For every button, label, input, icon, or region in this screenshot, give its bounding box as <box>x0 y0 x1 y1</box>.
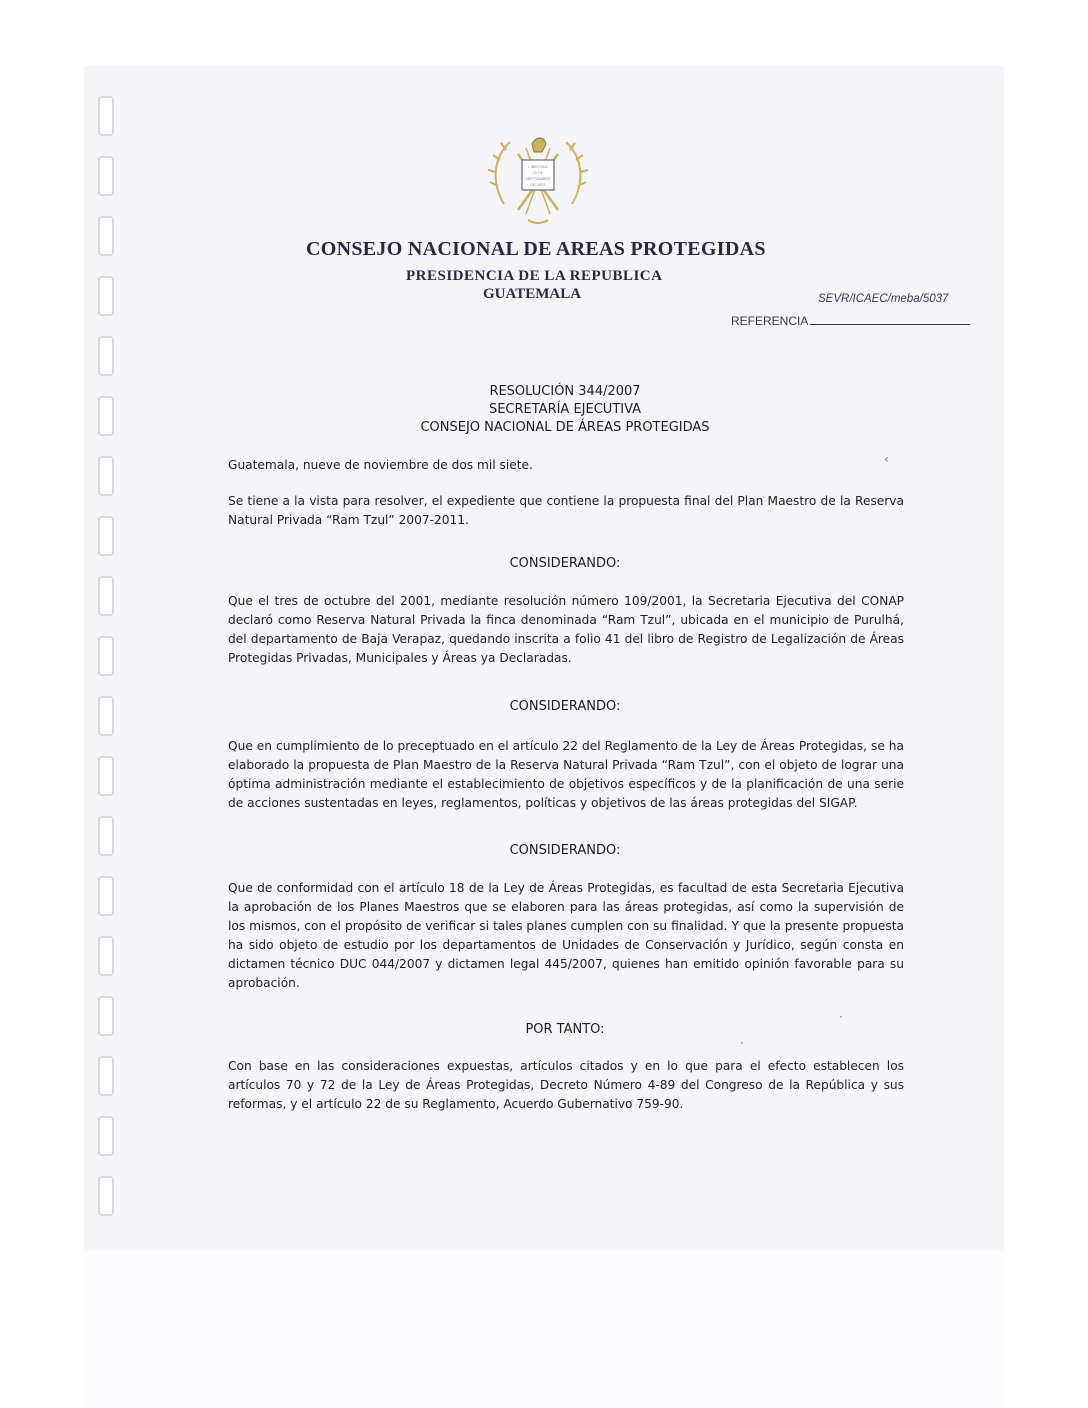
reference-blank-line <box>810 324 970 325</box>
section-paragraph: Que en cumplimiento de lo preceptuado en el artículo 22 del Reglamento de la Ley de Áreas Protegidas, se ha elaborado la propuesta de Plan Maestro de la Reserva Natural Privada “Ram Tzul”, con el objeto de lograr una óptima administración mediante el establecimiento de objetivos específicos y de la planificación de una serie de acciones sustentadas en leyes, reglamentos, políticas y objetivos de las áreas protegidas del SIGAP. <box>228 739 904 810</box>
binding-hole <box>98 636 114 676</box>
binding-hole <box>98 156 114 196</box>
binding-hole <box>98 756 114 796</box>
section-heading: POR TANTO: <box>525 1022 605 1037</box>
date-line: Guatemala, nueve de noviembre de dos mil siete. <box>228 458 533 472</box>
svg-text:15 DE: 15 DE <box>532 170 544 175</box>
section-heading: CONSIDERANDO: <box>509 843 621 858</box>
reference-field <box>731 314 970 328</box>
section-heading: CONSIDERANDO: <box>509 556 621 571</box>
page-bottom-edge <box>84 1250 1004 1408</box>
binding-holes <box>98 96 116 1236</box>
coat-of-arms-icon <box>484 124 592 232</box>
country-name: GUATEMALA <box>483 286 582 302</box>
binding-hole <box>98 276 114 316</box>
resolution-number: RESOLUCIÓN 344/2007 <box>489 384 641 399</box>
agency-name: CONSEJO NACIONAL DE AREAS PROTEGIDAS <box>306 238 766 260</box>
binding-hole <box>98 336 114 376</box>
binding-hole <box>98 96 114 136</box>
svg-text:LIBERTAD: LIBERTAD <box>528 164 548 169</box>
binding-hole <box>98 396 114 436</box>
binding-hole <box>98 576 114 616</box>
binding-hole <box>98 456 114 496</box>
binding-hole <box>98 516 114 556</box>
binding-hole <box>98 816 114 856</box>
binding-hole <box>98 996 114 1036</box>
section-paragraph: Que de conformidad con el artículo 18 de la Ley de Áreas Protegidas, es facultad de esta Secretaria Ejecutiva la aprobación de los Planes Maestros que se elaboren para las áreas protegidas, así como la supervisión de los mismos, con el propósito de verificar si tales planes cumplen con su finalidad. Y que la presente propuesta ha sido objeto de estudio por los departamentos de Unidades de Conservación y Jurídico, según consta en dictamen técnico DUC 044/2007 y dictamen legal 445/2007, quienes han emitido opinión favorable para su aprobación. <box>228 881 904 990</box>
binding-hole <box>98 1176 114 1216</box>
binding-hole <box>98 1116 114 1156</box>
intro-paragraph: Se tiene a la vista para resolver, el expediente que contiene la propuesta final del Plan Maestro de la Reserva Natural Privada “Ram Tzul” 2007-2011. <box>228 494 904 527</box>
binding-hole <box>98 696 114 736</box>
reference-code: SEVR/ICAEC/meba/5037 <box>818 293 949 305</box>
binding-hole <box>98 876 114 916</box>
section-paragraph: Que el tres de octubre del 2001, mediante resolución número 109/2001, la Secretaria Ejecutiva del CONAP declaró como Reserva Natural Privada la finca denominada “Ram Tzul”, ubicada en el municipio de Purulhá, del departamento de Baja Verapaz, quedando inscrita a folio 41 del libro de Registro de Legalización de Áreas Protegidas Privadas, Municipales y Áreas ya Declaradas. <box>228 594 904 665</box>
section-paragraph: Con base en las consideraciones expuestas, artículos citados y en lo que para el efecto establecen los artículos 70 y 72 de la Ley de Áreas Protegidas, Decreto Número 4-89 del Congreso de la República y sus reformas, y el artículo 22 de su Reglamento, Acuerdo Gubernativo 759-90. <box>228 1059 904 1111</box>
binding-hole <box>98 936 114 976</box>
reference-label: REFERENCIA <box>731 314 809 328</box>
svg-text:SEPTIEMBRE: SEPTIEMBRE <box>525 176 551 181</box>
paper-mark: · <box>740 1036 744 1050</box>
section-heading: CONSIDERANDO: <box>509 699 621 714</box>
paper-mark: · <box>839 1010 843 1024</box>
binding-hole <box>98 216 114 256</box>
binding-hole <box>98 1056 114 1096</box>
svg-text:DE 1821: DE 1821 <box>530 182 546 187</box>
secretaria-title: SECRETARÍA EJECUTIVA <box>488 402 642 417</box>
paper-mark: ‹ <box>884 452 889 466</box>
council-title: CONSEJO NACIONAL DE ÁREAS PROTEGIDAS <box>420 420 710 435</box>
presidency-name: PRESIDENCIA DE LA REPUBLICA <box>406 268 663 284</box>
